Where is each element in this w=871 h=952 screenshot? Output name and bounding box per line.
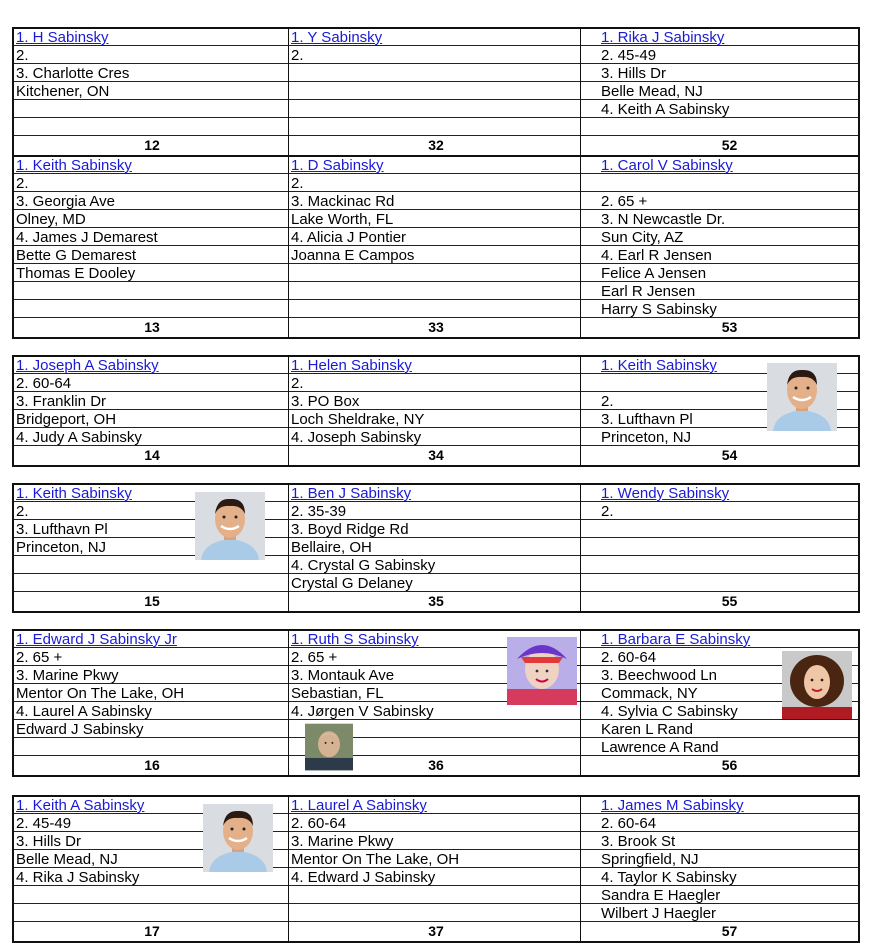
entry-name-link[interactable]: 1. Ruth S Sabinsky: [289, 631, 581, 648]
entry-line: 2.: [289, 175, 581, 192]
entry-number: 57: [721, 923, 738, 939]
entry-line: 2.: [581, 503, 858, 520]
entry-line: Bellaire, OH: [289, 539, 581, 556]
entry-line: 3. Boyd Ridge Rd: [289, 521, 581, 538]
entry-line: Thomas E Dooley: [14, 265, 288, 282]
entry-line: 2. 45-49: [14, 815, 288, 832]
entry-line: 2.: [14, 503, 288, 520]
entry-line: Bette G Demarest: [14, 247, 288, 264]
entry-line: [289, 65, 581, 82]
entry-line: 3. Mackinac Rd: [289, 193, 581, 210]
entry-cell: [14, 797, 288, 941]
entry-line: 2. 60-64: [581, 649, 858, 666]
entry-line: Belle Mead, NJ: [581, 83, 858, 100]
entry-line: [581, 539, 858, 556]
entry-name-link[interactable]: 1. James M Sabinsky: [581, 797, 858, 814]
entry-name-link[interactable]: 1. Rika J Sabinsky: [581, 29, 858, 46]
entry-number: 15: [144, 593, 160, 609]
entry-line: [14, 575, 288, 592]
entry-line: Olney, MD: [14, 211, 288, 228]
entry-line: 3. Hills Dr: [581, 65, 858, 82]
entry-line: [289, 905, 581, 922]
entry-line: 2. 65 +: [14, 649, 288, 666]
entry-cell: [580, 29, 858, 155]
entry-line: Harry S Sabinsky: [581, 301, 858, 318]
woman-curly-photo[interactable]: [782, 651, 852, 719]
entry-name-link[interactable]: 1. Keith A Sabinsky: [14, 797, 288, 814]
entry-line: Princeton, NJ: [581, 429, 858, 446]
entry-name-link[interactable]: 1. Keith Sabinsky: [14, 485, 288, 502]
entry-line: 3. Brook St: [581, 833, 858, 850]
entry-line: 3. Lufthavn Pl: [581, 411, 858, 428]
entry-cell: [580, 485, 858, 611]
entry-name-link[interactable]: 1. Keith Sabinsky: [14, 157, 288, 174]
entry-number: 37: [428, 923, 444, 939]
entry-line: [14, 301, 288, 318]
entry-line: 2. 60-64: [289, 815, 581, 832]
entry-line: Lawrence A Rand: [581, 739, 858, 756]
entry-block: [12, 355, 860, 467]
entry-line: 2.: [581, 393, 858, 410]
entry-line: [14, 101, 288, 118]
entry-line: Kitchener, ON: [14, 83, 288, 100]
entry-name-link[interactable]: 1. Y Sabinsky: [289, 29, 581, 46]
entry-line: Belle Mead, NJ: [14, 851, 288, 868]
entry-number: 55: [721, 593, 738, 609]
entry-number: 35: [428, 593, 444, 609]
entry-block: [12, 629, 860, 777]
entry-line: 3. Hills Dr: [14, 833, 288, 850]
entry-line: Sebastian, FL: [289, 685, 581, 702]
entry-number: 13: [144, 319, 160, 335]
entry-line: [581, 521, 858, 538]
entry-line: Earl R Jensen: [581, 283, 858, 300]
entry-line: 4. Alicia J Pontier: [289, 229, 581, 246]
entry-cell: [288, 797, 581, 941]
entry-name-link[interactable]: 1. Joseph A Sabinsky: [14, 357, 288, 374]
entry-line: Joanna E Campos: [289, 247, 581, 264]
entry-line: 4. Laurel A Sabinsky: [14, 703, 288, 720]
entry-line: 4. Jørgen V Sabinsky: [289, 703, 581, 720]
entry-line: 2.: [289, 375, 581, 392]
entry-number: 52: [721, 137, 738, 153]
entry-line: Sun City, AZ: [581, 229, 858, 246]
entry-line: 3. N Newcastle Dr.: [581, 211, 858, 228]
entry-line: Bridgeport, OH: [14, 411, 288, 428]
entry-line: [581, 557, 858, 574]
entry-line: 4. Crystal G Sabinsky: [289, 557, 581, 574]
entry-line: [289, 83, 581, 100]
entry-number: 54: [721, 447, 738, 463]
entry-number: 17: [144, 923, 160, 939]
entry-line: 4. Joseph Sabinsky: [289, 429, 581, 446]
entry-line: 2.: [289, 47, 581, 64]
entry-line: 3. Montauk Ave: [289, 667, 581, 684]
entry-line: 2. 45-49: [581, 47, 858, 64]
entry-number: 53: [721, 319, 738, 335]
entry-number: 36: [428, 757, 444, 773]
entry-line: [581, 119, 858, 136]
entry-number: 33: [428, 319, 444, 335]
entry-line: 4. Earl R Jensen: [581, 247, 858, 264]
entry-number: 34: [428, 447, 444, 463]
man-photo[interactable]: [767, 363, 837, 431]
entry-line: 3. Franklin Dr: [14, 393, 288, 410]
entry-line: 3. Marine Pkwy: [289, 833, 581, 850]
entry-line: Wilbert J Haegler: [581, 905, 858, 922]
entry-line: [14, 887, 288, 904]
entry-cell: [288, 631, 581, 775]
entry-line: 3. Marine Pkwy: [14, 667, 288, 684]
entry-line: Karen L Rand: [581, 721, 858, 738]
entry-cell: [580, 157, 858, 337]
entry-cell: [580, 357, 858, 465]
entry-line: [581, 175, 858, 192]
entry-line: 2. 60-64: [14, 375, 288, 392]
entry-line: 4. Keith A Sabinsky: [581, 101, 858, 118]
entry-cell: [288, 485, 581, 611]
entry-line: 3. Lufthavn Pl: [14, 521, 288, 538]
entry-line: Mentor On The Lake, OH: [289, 851, 581, 868]
entry-cell: [14, 631, 288, 775]
entry-block: [12, 795, 860, 943]
entry-name-link[interactable]: 1. Wendy Sabinsky: [581, 485, 858, 502]
entry-line: [289, 887, 581, 904]
entry-name-link[interactable]: 1. D Sabinsky: [289, 157, 581, 174]
entry-line: 4. Edward J Sabinsky: [289, 869, 581, 886]
entry-line: 2. 60-64: [581, 815, 858, 832]
entry-line: [14, 739, 288, 756]
entry-line: Princeton, NJ: [14, 539, 288, 556]
entry-line: 4. Sylvia C Sabinsky: [581, 703, 858, 720]
entry-number: 12: [144, 137, 160, 153]
entry-line: 3. Charlotte Cres: [14, 65, 288, 82]
entry-line: 3. PO Box: [289, 393, 581, 410]
entry-line: [289, 119, 581, 136]
entry-cell: [14, 157, 288, 337]
entry-block: [12, 27, 860, 157]
entry-name-link[interactable]: 1. Helen Sabinsky: [289, 357, 581, 374]
entry-name-link[interactable]: 1. Laurel A Sabinsky: [289, 797, 581, 814]
entry-line: 2. 65 +: [581, 193, 858, 210]
entry-cell: [14, 357, 288, 465]
entry-line: 4. Judy A Sabinsky: [14, 429, 288, 446]
entry-name-link[interactable]: 1. Keith Sabinsky: [581, 357, 858, 374]
entry-line: 4. Taylor K Sabinsky: [581, 869, 858, 886]
entry-line: Mentor On The Lake, OH: [14, 685, 288, 702]
entry-line: [581, 575, 858, 592]
entry-line: 2.: [14, 47, 288, 64]
entry-line: Crystal G Delaney: [289, 575, 581, 592]
man-photo[interactable]: [203, 804, 273, 872]
entry-block: [12, 483, 860, 613]
entry-name-link[interactable]: 1. Edward J Sabinsky Jr: [14, 631, 288, 648]
entry-line: 2. 35-39: [289, 503, 581, 520]
entry-block: [12, 155, 860, 339]
entry-cell: [288, 29, 581, 155]
entry-line: Felice A Jensen: [581, 265, 858, 282]
entry-line: 2. 65 +: [289, 649, 581, 666]
entry-name-link[interactable]: 1. Ben J Sabinsky: [289, 485, 581, 502]
entry-cell: [14, 29, 288, 155]
entry-line: [14, 119, 288, 136]
entry-line: 2.: [14, 175, 288, 192]
entry-line: [14, 283, 288, 300]
man-photo[interactable]: [195, 492, 265, 560]
entry-line: Edward J Sabinsky: [14, 721, 288, 738]
entry-line: Loch Sheldrake, NY: [289, 411, 581, 428]
entry-name-link[interactable]: 1. Barbara E Sabinsky: [581, 631, 858, 648]
entry-line: Lake Worth, FL: [289, 211, 581, 228]
entry-number: 14: [144, 447, 160, 463]
entry-line: 4. Rika J Sabinsky: [14, 869, 288, 886]
elder-photo[interactable]: [305, 720, 353, 774]
entry-line: Sandra E Haegler: [581, 887, 858, 904]
entry-line: 3. Georgia Ave: [14, 193, 288, 210]
entry-line: [14, 905, 288, 922]
entry-cell: [580, 631, 858, 775]
entry-number: 56: [721, 757, 738, 773]
entry-line: Commack, NY: [581, 685, 858, 702]
woman-hat-photo[interactable]: [507, 637, 577, 705]
entry-name-link[interactable]: 1. H Sabinsky: [14, 29, 288, 46]
entry-line: [289, 301, 581, 318]
entry-line: [289, 101, 581, 118]
entry-cell: [14, 485, 288, 611]
entry-name-link[interactable]: 1. Carol V Sabinsky: [581, 157, 858, 174]
entry-cell: [288, 157, 581, 337]
entry-line: Springfield, NJ: [581, 851, 858, 868]
entry-line: [289, 283, 581, 300]
entry-line: 3. Beechwood Ln: [581, 667, 858, 684]
entry-number: 32: [428, 137, 444, 153]
entry-cell: [580, 797, 858, 941]
entry-number: 16: [144, 757, 160, 773]
entry-cell: [288, 357, 581, 465]
entry-line: 4. James J Demarest: [14, 229, 288, 246]
entry-line: [289, 265, 581, 282]
